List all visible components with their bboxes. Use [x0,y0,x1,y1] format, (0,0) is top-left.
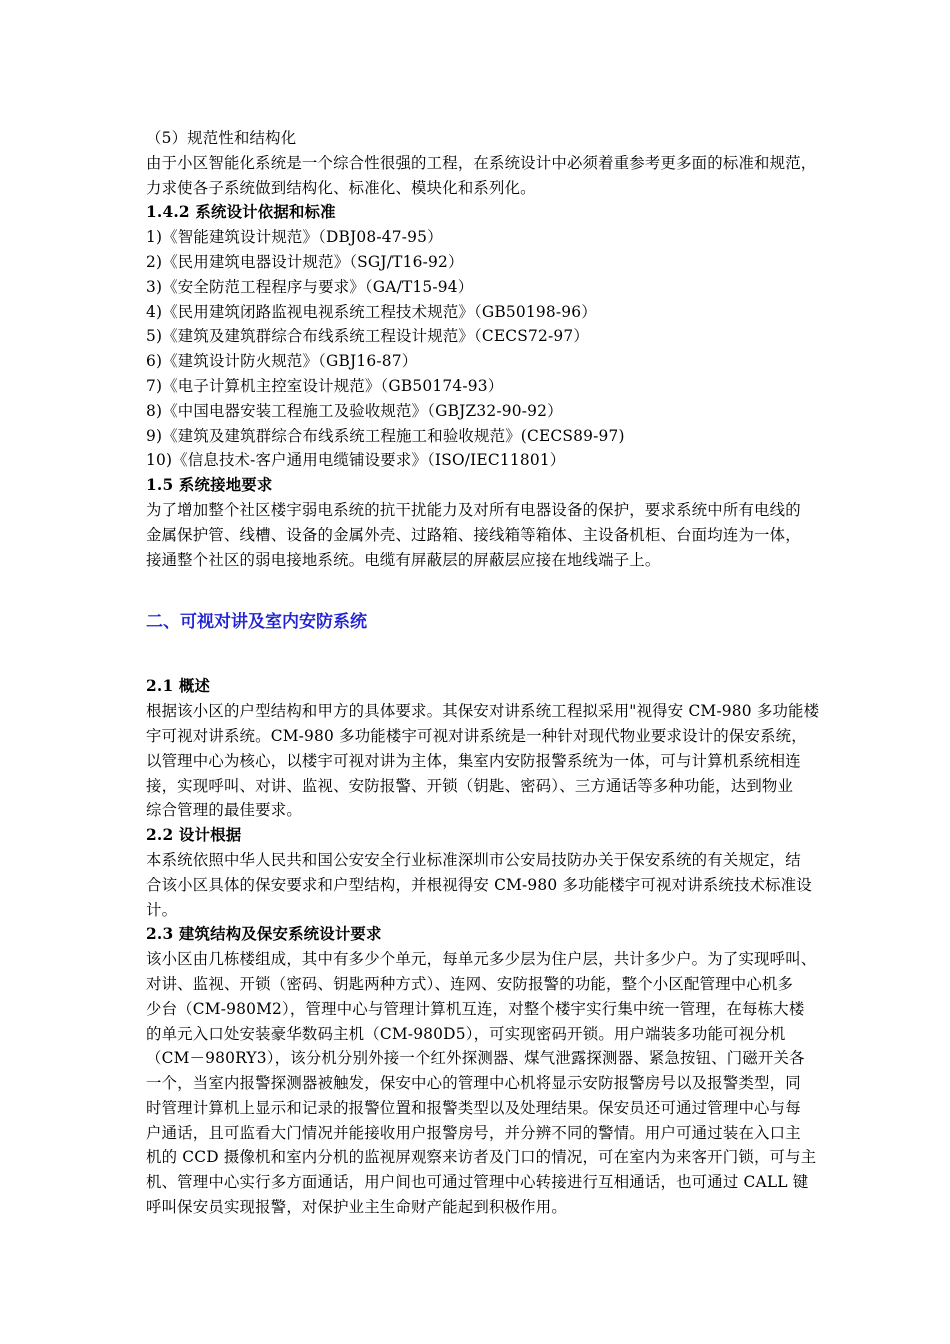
document-page [146,126,876,1220]
paragraph-line: 为了增加整个社区楼宇弱电系统的抗干扰能力及对所有电器设备的保护，要求系统中所有电线的 [146,500,801,519]
paragraph-line: 接通整个社区的弱电接地系统。电缆有屏蔽层的屏蔽层应接在地线端子上。 [146,550,661,569]
standard-list-item: 5)《建筑及建筑群综合布线系统工程设计规范》（CECS72-97） [146,327,589,346]
standard-list-item: 3)《安全防范工程程序与要求》（GA/T15-94） [146,277,474,296]
paragraph-line: 接，实现呼叫、对讲、监视、安防报警、开锁（钥匙、密码）、三方通话等多种功能，达到物业 [146,776,794,795]
standard-list-item: 6)《建筑设计防火规范》（GBJ16-87） [146,352,418,371]
spacer [146,635,876,674]
paragraph-line: 由于小区智能化系统是一个综合性很强的工程，在系统设计中必须着重参考更多面的标准和规范， [146,153,817,172]
spacer [146,572,876,609]
standard-list-item: 8)《中国电器安装工程施工及验收规范》（GBJZ32-90-92） [146,401,563,420]
section-2-1-heading: 2.1 概述 [146,677,211,696]
standard-list-item: 7)《电子计算机主控室设计规范》（GB50174-93） [146,376,504,395]
standard-list-item: 2)《民用建筑电器设计规范》（SGJ/T16-92） [146,252,464,271]
section-1-4-5-heading: （5）规范性和结构化 [146,129,297,147]
paragraph-line: 力求使各子系统做到结构化、标准化、模块化和系列化。 [146,178,536,197]
paragraph-line: 的单元入口处安装豪华数码主机（CM-980D5），可实现密码开锁。用户端装多功能可视分机 [146,1024,786,1043]
paragraph-line: 宇可视对讲系统。CM-980 多功能楼宇可视对讲系统是一种针对现代物业要求设计的保安系统， [146,726,807,745]
paragraph-line: 时管理计算机上显示和记录的报警位置和报警类型以及处理结果。保安员还可通过管理中心与每 [146,1098,801,1117]
paragraph-line: 一个，当室内报警探测器被触发，保安中心的管理中心机将显示安防报警房号以及报警类型，同 [146,1074,801,1093]
standard-list-item: 10)《信息技术-客户通用电缆铺设要求》（ISO/IEC11801） [146,451,566,470]
section-2-3-heading: 2.3 建筑结构及保安系统设计要求 [146,925,382,944]
paragraph-line: 本系统依照中华人民共和国公安安全行业标准深圳市公安局技防办关于保安系统的有关规定，结 [146,850,801,869]
paragraph-line: （CM－980RY3），该分机分别外接一个红外探测器、煤气泄露探测器、紧急按钮、门磁开关各 [146,1049,805,1068]
paragraph-line: 呼叫保安员实现报警，对保护业主生命财产能起到积极作用。 [146,1198,567,1217]
paragraph-line: 对讲、监视、开锁（密码、钥匙两种方式）、连网、安防报警的功能，整个小区配管理中心机多 [146,974,794,993]
standard-list-item: 9)《建筑及建筑群综合布线系统工程施工和验收规范》(CECS89-97) [146,426,625,445]
paragraph-line: 户通话，且可监看大门情况并能接收用户报警房号，并分辨不同的警情。用户可通过装在入口主 [146,1123,801,1142]
section-1-4-2-heading: 1.4.2 系统设计依据和标准 [146,203,336,222]
paragraph-line: 根据该小区的户型结构和甲方的具体要求。其保安对讲系统工程拟采用"视得安 CM-980 多功能楼 [146,702,820,721]
paragraph-line: 合该小区具体的保安要求和户型结构，并根视得安 CM-980 多功能楼宇可视对讲系统技术标准设 [146,875,812,894]
paragraph-line: 机的 CCD 摄像机和室内分机的监视屏观察来访者及门口的情况，可在室内为来客开门锁，可与主 [146,1148,817,1167]
standard-list-item: 4)《民用建筑闭路监视电视系统工程技术规范》（GB50198-96） [146,302,597,321]
section-2-2-heading: 2.2 设计根据 [146,826,242,845]
paragraph-line: 以管理中心为核心，以楼宇可视对讲为主体，集室内安防报警系统为一体，可与计算机系统相连 [146,751,801,770]
paragraph-line: 金属保护管、线槽、设备的金属外壳、过路箱、接线箱等箱体、主设备机柜、台面均连为一体， [146,525,801,544]
paragraph-line: 机、管理中心实行多方面通话，用户间也可通过管理中心转接进行互相通话，也可通过 CALL 键 [146,1173,809,1192]
paragraph-line: 少台（CM-980M2），管理中心与管理计算机互连，对整个楼宇实行集中统一管理，在每栋大楼 [146,999,805,1018]
paragraph-line: 综合管理的最佳要求。 [146,801,302,820]
paragraph-line: 该小区由几栋楼组成，其中有多少个单元，每单元多少层为住户层，共计多少户。为了实现呼叫、 [146,950,817,969]
section-1-5-heading: 1.5 系统接地要求 [146,476,273,495]
paragraph-line: 计。 [146,900,178,919]
chapter-2-title: 二、可视对讲及室内安防系统 [146,612,367,633]
standard-list-item: 1)《智能建筑设计规范》（DBJ08-47-95） [146,228,443,247]
